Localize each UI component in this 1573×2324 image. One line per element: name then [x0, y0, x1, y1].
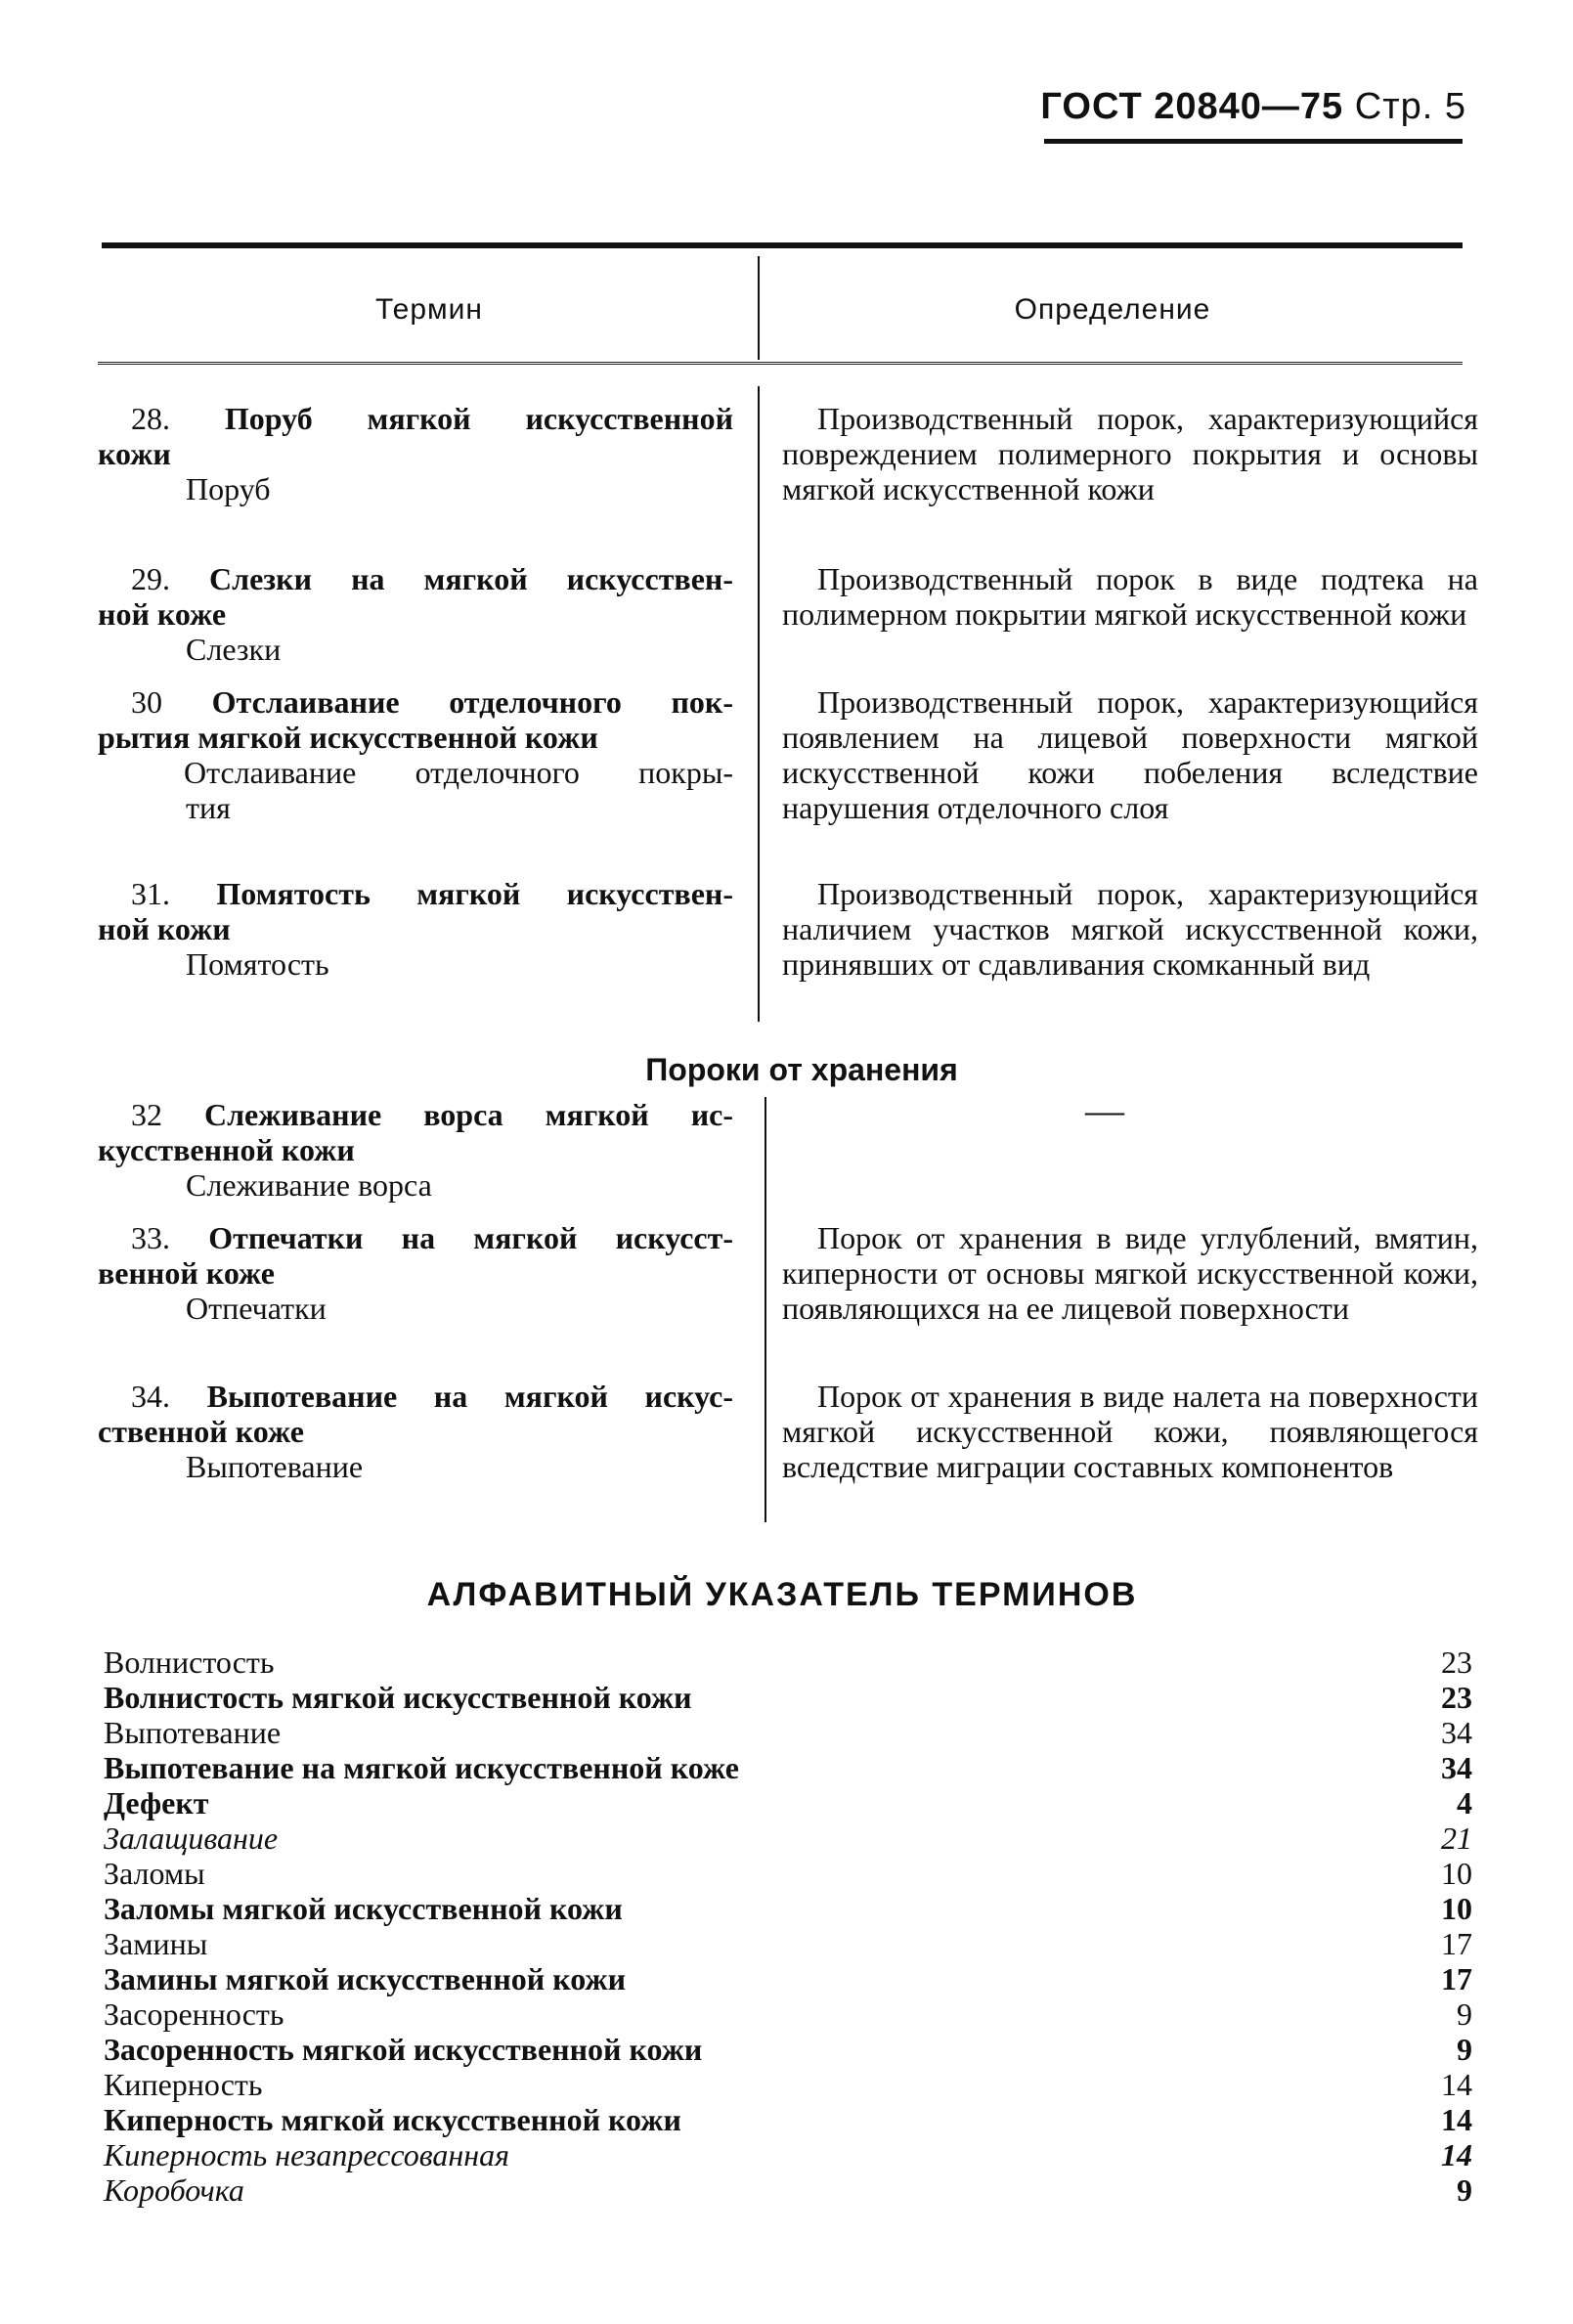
term-entry: 29. Слезки на мягкой искусствен- ной коже Слезки [98, 561, 733, 667]
term-entry: 32 Слеживание ворса мягкой ис- кусственной кожи Слеживание ворса [98, 1097, 734, 1203]
page-header [1036, 86, 1466, 128]
doc-id: ГОСТ 20840—75 [1040, 86, 1344, 127]
index-item: Заломы мягкой искусственной кожи 10 [104, 1891, 1472, 1926]
term-entry: 30 Отслаивание отделочного пок- рытия мягкой искусственной кожи Отслаивание отделочного покры- тия [98, 684, 734, 825]
index-item: Киперность незапрессованная 14 [104, 2137, 1472, 2172]
index-item: Замины мягкой искусственной кожи 17 [104, 1961, 1472, 1996]
index-item: Заломы 10 [104, 1856, 1472, 1891]
header-rule [1044, 139, 1463, 144]
definition-entry: Порок от хранения в виде углублений, вмятин, киперности от основы мягкой искусственной кожи, появляющихся на ее лицевой поверхности [782, 1220, 1478, 1326]
header-bottom-rule [98, 362, 1463, 369]
definition-dash: — [1085, 1088, 1124, 1132]
column-header-term: Термин [375, 293, 483, 326]
index-item: Киперность мягкой искусственной кожи 14 [104, 2102, 1472, 2137]
index-item: Выпотевание 34 [104, 1715, 1472, 1750]
term-entry: 28. Поруб мягкой искусственной кожи Поруб [98, 401, 734, 506]
term-entry: 31. Помятость мягкой искусствен- ной кожи Помятость [98, 876, 733, 982]
term-entry: 34. Выпотевание на мягкой искус- ственной коже Выпотевание [98, 1379, 734, 1484]
definition-entry: Производственный порок, характеризующийся наличием участков мягкой искусственной кожи, принявших от сдавливания скомканный вид [782, 876, 1478, 982]
section-title: Пороки от хранения [645, 1052, 958, 1087]
index-item: Дефект 4 [104, 1785, 1472, 1820]
index-title: АЛФАВИТНЫЙ УКАЗАТЕЛЬ ТЕРМИНОВ [426, 1576, 1138, 1613]
index-item: Коробочка 9 [104, 2172, 1472, 2208]
index-item: Замины 17 [104, 1926, 1472, 1961]
page-label: Стр. 5 [1354, 86, 1466, 127]
index-item: Киперность 14 [104, 2067, 1472, 2102]
column-divider [765, 1097, 766, 1522]
index-item: Засоренность 9 [104, 1996, 1472, 2032]
index-item: Засоренность мягкой искусственной кожи 9 [104, 2032, 1472, 2067]
index-item: Волнистость 23 [104, 1644, 1472, 1680]
table-top-rule [102, 242, 1463, 248]
column-divider [758, 256, 760, 360]
index-item: Выпотевание на мягкой искусственной коже 34 [104, 1750, 1472, 1785]
index-item: Волнистость мягкой искусственной кожи 23 [104, 1680, 1472, 1715]
column-header-definition: Определение [1014, 293, 1211, 326]
column-divider [758, 386, 760, 1022]
definition-entry: Производственный порок, характеризующийся появлением на лицевой поверхности мягкой искусственной кожи побеления вследствие нарушения отделочного слоя [782, 684, 1478, 825]
definition-entry: Порок от хранения в виде налета на поверхности мягкой искусственной кожи, появляющегося вследствие миграции составных компонентов [782, 1379, 1478, 1484]
definition-entry: Производственный порок, характеризующийся повреждением полимерного покрытия и основы мягкой искусственной кожи [782, 401, 1478, 506]
index-item: Залащивание 21 [104, 1820, 1472, 1856]
term-entry: 33. Отпечатки на мягкой искусст- венной коже Отпечатки [98, 1220, 734, 1326]
definition-entry: Производственный порок в виде подтека на полимерном покрытии мягкой искусственной кожи [782, 561, 1478, 632]
